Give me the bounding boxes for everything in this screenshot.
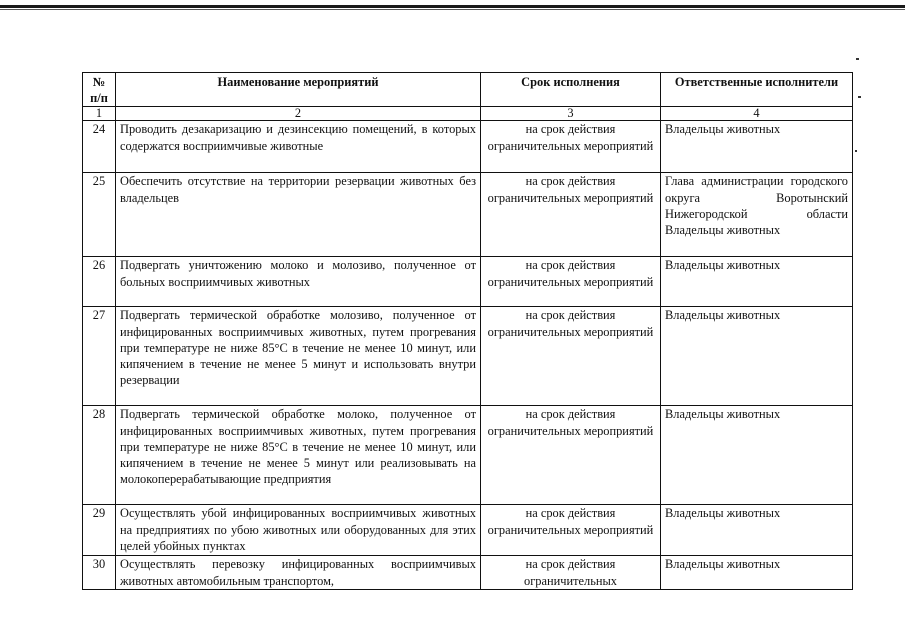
column-number-row	[83, 107, 853, 121]
row-term: на срок действия ограничительных	[481, 556, 661, 589]
row-term: на срок действия ограничительных мероприятий	[481, 121, 661, 173]
table-row	[83, 307, 853, 406]
row-number: 29	[83, 505, 116, 556]
measures-table	[82, 72, 853, 590]
scan-speck	[855, 150, 857, 152]
row-responsible: Владельцы животных	[661, 406, 853, 505]
row-responsible: Владельцы животных	[661, 257, 853, 307]
scan-top-border	[0, 5, 905, 8]
row-number: 30	[83, 556, 116, 589]
header-measure: Наименование мероприятий	[116, 73, 481, 107]
row-term: на срок действия ограничительных мероприятий	[481, 505, 661, 556]
row-measure: Проводить дезакаризацию и дезинсекцию помещений, в которых содержатся восприимчивые животные	[116, 121, 481, 173]
row-responsible: Владельцы животных	[661, 556, 853, 589]
scan-speck	[858, 96, 861, 98]
scan-speck	[856, 58, 859, 60]
row-responsible: Глава администрации городского округа Воротынский Нижегородской области Владельцы животных	[661, 173, 853, 257]
table-row	[83, 257, 853, 307]
row-measure: Подвергать уничтожению молоко и молозиво, полученное от больных восприимчивых животных	[116, 257, 481, 307]
row-responsible: Владельцы животных	[661, 121, 853, 173]
column-number: 2	[116, 107, 481, 121]
table-row	[83, 505, 853, 556]
row-number: 28	[83, 406, 116, 505]
header-number: № п/п	[83, 73, 116, 107]
row-number: 25	[83, 173, 116, 257]
column-number: 3	[481, 107, 661, 121]
table-row	[83, 556, 853, 589]
row-measure: Осуществлять убой инфицированных восприимчивых животных на предприятиях по убою животных или оборудованных для этих целей убойных пунктах	[116, 505, 481, 556]
header-term: Срок исполнения	[481, 73, 661, 107]
row-number: 27	[83, 307, 116, 406]
table-header-row	[83, 73, 853, 107]
header-responsible: Ответственные исполнители	[661, 73, 853, 107]
table-row	[83, 121, 853, 173]
row-responsible: Владельцы животных	[661, 307, 853, 406]
column-number: 1	[83, 107, 116, 121]
row-responsible: Владельцы животных	[661, 505, 853, 556]
table-row	[83, 406, 853, 505]
row-measure: Осуществлять перевозку инфицированных восприимчивых животных автомобильным транспортом,	[116, 556, 481, 589]
row-term: на срок действия ограничительных мероприятий	[481, 406, 661, 505]
row-number: 26	[83, 257, 116, 307]
row-measure: Подвергать термической обработке молозиво, полученное от инфицированных восприимчивых животных, путем прогревания при температуре не ниже 85°C в течение не менее 10 минут, или кипячением в течение не менее 5 минут и использовать внутри резервации	[116, 307, 481, 406]
row-term: на срок действия ограничительных мероприятий	[481, 173, 661, 257]
row-term: на срок действия ограничительных мероприятий	[481, 257, 661, 307]
row-measure: Подвергать термической обработке молоко, полученное от инфицированных восприимчивых животных, путем прогревания при температуре не ниже 85°C в течение не менее 10 минут, или кипячением в течение не менее 5 минут или реализовывать на молокоперерабатывающие предприятия	[116, 406, 481, 505]
row-term: на срок действия ограничительных мероприятий	[481, 307, 661, 406]
row-measure: Обеспечить отсутствие на территории резервации животных без владельцев	[116, 173, 481, 257]
row-number: 24	[83, 121, 116, 173]
table-row	[83, 173, 853, 257]
scan-top-border-shadow	[0, 9, 905, 10]
column-number: 4	[661, 107, 853, 121]
